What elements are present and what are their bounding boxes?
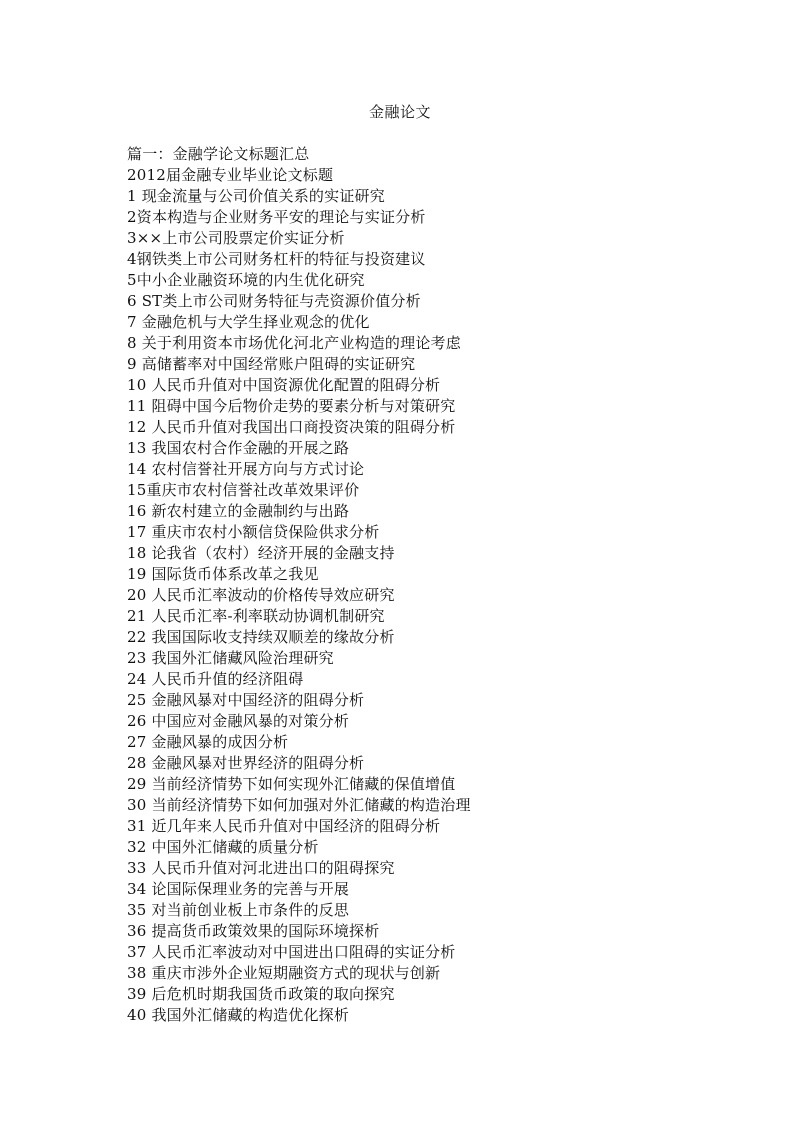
list-item: 26 中国应对金融风暴的对策分析 — [127, 712, 350, 730]
list-item: 8 关于利用资本市场优化河北产业构造的理论考虑 — [127, 334, 461, 352]
list-item: 22 我国国际收支持续双顺差的缘故分析 — [127, 628, 395, 646]
list-item: 17 重庆市农村小额信贷保险供求分析 — [127, 523, 380, 541]
list-item: 11 阻碍中国今后物价走势的要素分析与对策研究 — [127, 397, 456, 415]
list-item: 38 重庆市涉外企业短期融资方式的现状与创新 — [127, 964, 441, 982]
list-item: 35 对当前创业板上市条件的反思 — [127, 901, 350, 919]
list-item: 4钢铁类上市公司财务杠杆的特征与投资建议 — [127, 250, 426, 268]
list-item: 27 金融风暴的成因分析 — [127, 733, 289, 751]
section-heading: 篇一：金融学论文标题汇总 — [127, 145, 310, 163]
list-item: 13 我国农村合作金融的开展之路 — [127, 439, 350, 457]
document-title: 金融论文 — [368, 103, 431, 121]
list-item: 24 人民币升值的经济阻碍 — [127, 670, 304, 688]
thesis-title-list — [127, 186, 747, 1026]
list-item: 25 金融风暴对中国经济的阻碍分析 — [127, 691, 365, 709]
list-item: 7 金融危机与大学生择业观念的优化 — [127, 313, 370, 331]
list-subheading: 2012届金融专业毕业论文标题 — [127, 166, 334, 184]
list-item: 32 中国外汇储藏的质量分析 — [127, 838, 319, 856]
list-item: 30 当前经济情势下如何加强对外汇储藏的构造治理 — [127, 796, 471, 814]
list-item: 34 论国际保理业务的完善与开展 — [127, 880, 350, 898]
list-item: 1 现金流量与公司价值关系的实证研究 — [127, 187, 385, 205]
list-item: 16 新农村建立的金融制约与出路 — [127, 502, 350, 520]
document-body — [127, 144, 747, 1026]
list-item: 12 人民币升值对我国出口商投资决策的阻碍分析 — [127, 418, 456, 436]
list-item: 6 ST类上市公司财务特征与壳资源价值分析 — [127, 292, 421, 310]
list-item: 21 人民币汇率-利率联动协调机制研究 — [127, 607, 385, 625]
list-item: 10 人民币升值对中国资源优化配置的阻碍分析 — [127, 376, 441, 394]
list-item: 39 后危机时期我国货币政策的取向探究 — [127, 985, 395, 1003]
list-item: 19 国际货币体系改革之我见 — [127, 565, 319, 583]
list-item: 20 人民币汇率波动的价格传导效应研究 — [127, 586, 395, 604]
list-item: 29 当前经济情势下如何实现外汇储藏的保值增值 — [127, 775, 456, 793]
list-item: 31 近几年来人民币升值对中国经济的阻碍分析 — [127, 817, 441, 835]
list-item: 3××上市公司股票定价实证分析 — [127, 229, 345, 247]
list-item: 23 我国外汇储藏风险治理研究 — [127, 649, 334, 667]
list-item: 14 农村信誉社开展方向与方式讨论 — [127, 460, 365, 478]
list-item: 40 我国外汇储藏的构造优化探析 — [127, 1006, 350, 1024]
list-item: 28 金融风暴对世界经济的阻碍分析 — [127, 754, 365, 772]
list-item: 9 高储蓄率对中国经常账户阻碍的实证研究 — [127, 355, 416, 373]
list-item: 33 人民币升值对河北进出口的阻碍探究 — [127, 859, 395, 877]
list-item: 37 人民币汇率波动对中国进出口阻碍的实证分析 — [127, 943, 456, 961]
list-item: 5中小企业融资环境的内生优化研究 — [127, 271, 365, 289]
list-item: 2资本构造与企业财务平安的理论与实证分析 — [127, 208, 426, 226]
list-item: 15重庆市农村信誉社改革效果评价 — [127, 481, 360, 499]
list-item: 36 提高货币政策效果的国际环境探析 — [127, 922, 380, 940]
list-item: 18 论我省（农村）经济开展的金融支持 — [127, 544, 395, 562]
